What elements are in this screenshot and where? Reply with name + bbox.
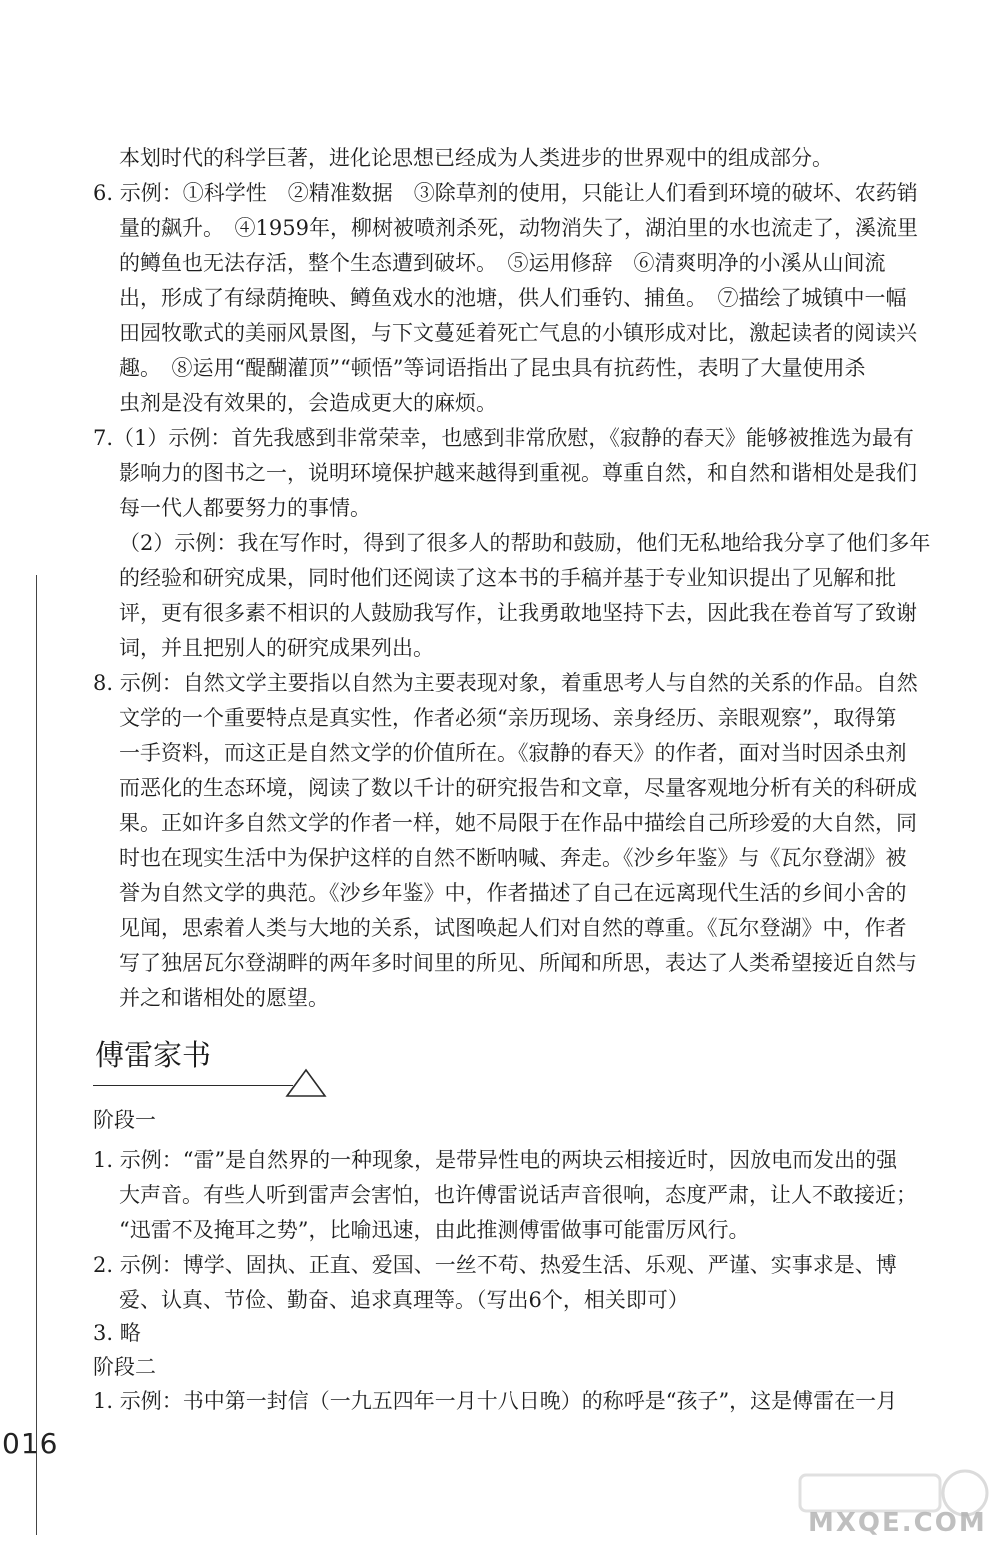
text-line: 阶段二 <box>93 1355 156 1379</box>
text-line: 一手资料，而这正是自然文学的价值所在。《寂静的春天》的作者，面对当时因杀虫剂 <box>119 741 907 765</box>
text-line: 文学的一个重要特点是真实性，作者必须“亲历现场、亲身经历、亲眼观察”，取得第 <box>119 706 897 730</box>
text-line: 时也在现实生活中为保护这样的自然不断呐喊、奔走。《沙乡年鉴》与《瓦尔登湖》被 <box>119 846 907 870</box>
margin-line <box>36 575 37 1535</box>
triangle-icon <box>284 1068 328 1098</box>
heading-underline <box>93 1085 293 1086</box>
text-line: 见闻，思索着人类与大地的关系，试图唤起人们对自然的尊重。《瓦尔登湖》中，作者 <box>119 916 907 940</box>
text-line: 6. 示例：①科学性 ②精准数据 ③除草剂的使用，只能让人们看到环境的破坏、农药销 <box>93 181 918 205</box>
page-number: 016 <box>2 1427 59 1460</box>
text-line: 的鳟鱼也无法存活，整个生态遭到破坏。 ⑤运用修辞 ⑥清爽明净的小溪从山间流 <box>119 251 886 275</box>
watermark-text: MXQE.COM <box>808 1508 987 1538</box>
text-line: 大声音。有些人听到雷声会害怕，也许傅雷说话声音很响，态度严肃，让人不敢接近； <box>119 1183 917 1207</box>
text-line: 田园牧歌式的美丽风景图，与下文蔓延着死亡气息的小镇形成对比，激起读者的阅读兴 <box>119 321 917 345</box>
text-line: 量的飙升。 ④1959年，柳树被喷剂杀死，动物消失了，湖泊里的水也流走了，溪流里 <box>119 216 918 240</box>
text-line: 趣。 ⑧运用“醍醐灌顶”“顿悟”等词语指出了昆虫具有抗药性，表明了大量使用杀 <box>119 356 866 380</box>
text-line: 誉为自然文学的典范。《沙乡年鉴》中，作者描述了自己在远离现代生活的乡间小舍的 <box>119 881 907 905</box>
section-heading: 傅雷家书 <box>95 1038 212 1072</box>
text-line: 的经验和研究成果，同时他们还阅读了这本书的手稿并基于专业知识提出了见解和批 <box>119 566 896 590</box>
text-line: 并之和谐相处的愿望。 <box>119 986 329 1010</box>
text-line: 2. 示例：博学、固执、正直、爱国、一丝不苟、热爱生活、乐观、严谨、实事求是、博 <box>93 1253 897 1277</box>
text-line: 7.（1）示例：首先我感到非常荣幸，也感到非常欣慰，《寂静的春天》能够被推选为最有 <box>93 426 914 450</box>
text-line: 词，并且把别人的研究成果列出。 <box>119 636 434 660</box>
text-line: 1. 示例：书中第一封信（一九五四年一月十八日晚）的称呼是“孩子”，这是傅雷在一月 <box>93 1389 898 1413</box>
text-line: 而恶化的生态环境，阅读了数以千计的研究报告和文章，尽量客观地分析有关的科研成 <box>119 776 917 800</box>
text-line: “迅雷不及掩耳之势”，比喻迅速，由此推测傅雷做事可能雷厉风行。 <box>119 1218 750 1242</box>
text-line: 8. 示例：自然文学主要指以自然为主要表现对象，着重思考人与自然的关系的作品。自然 <box>93 671 918 695</box>
text-line: 本划时代的科学巨著，进化论思想已经成为人类进步的世界观中的组成部分。 <box>119 146 833 170</box>
text-line: 写了独居瓦尔登湖畔的两年多时间里的所见、所闻和所思，表达了人类希望接近自然与 <box>119 951 917 975</box>
text-line: 3. 略 <box>93 1321 141 1345</box>
text-line: 1. 示例：“雷”是自然界的一种现象，是带异性电的两块云相接近时，因放电而发出的强 <box>93 1148 898 1172</box>
text-line: 每一代人都要努力的事情。 <box>119 496 371 520</box>
text-line: 评，更有很多素不相识的人鼓励我写作，让我勇敢地坚持下去，因此我在卷首写了致谢 <box>119 601 917 625</box>
text-line: 阶段一 <box>93 1108 156 1132</box>
text-line: 虫剂是没有效果的，会造成更大的麻烦。 <box>119 391 497 415</box>
text-line: （2）示例：我在写作时，得到了很多人的帮助和鼓励，他们无私地给我分享了他们多年 <box>119 531 931 555</box>
text-line: 影响力的图书之一，说明环境保护越来越得到重视。尊重自然，和自然和谐相处是我们 <box>119 461 917 485</box>
text-line: 爱、认真、节俭、勤奋、追求真理等。（写出6个，相关即可） <box>119 1288 689 1312</box>
text-line: 出，形成了有绿荫掩映、鳟鱼戏水的池塘，供人们垂钓、捕鱼。 ⑦描绘了城镇中一幅 <box>119 286 907 310</box>
text-line: 果。正如许多自然文学的作者一样，她不局限于在作品中描绘自己所珍爱的大自然，同 <box>119 811 917 835</box>
